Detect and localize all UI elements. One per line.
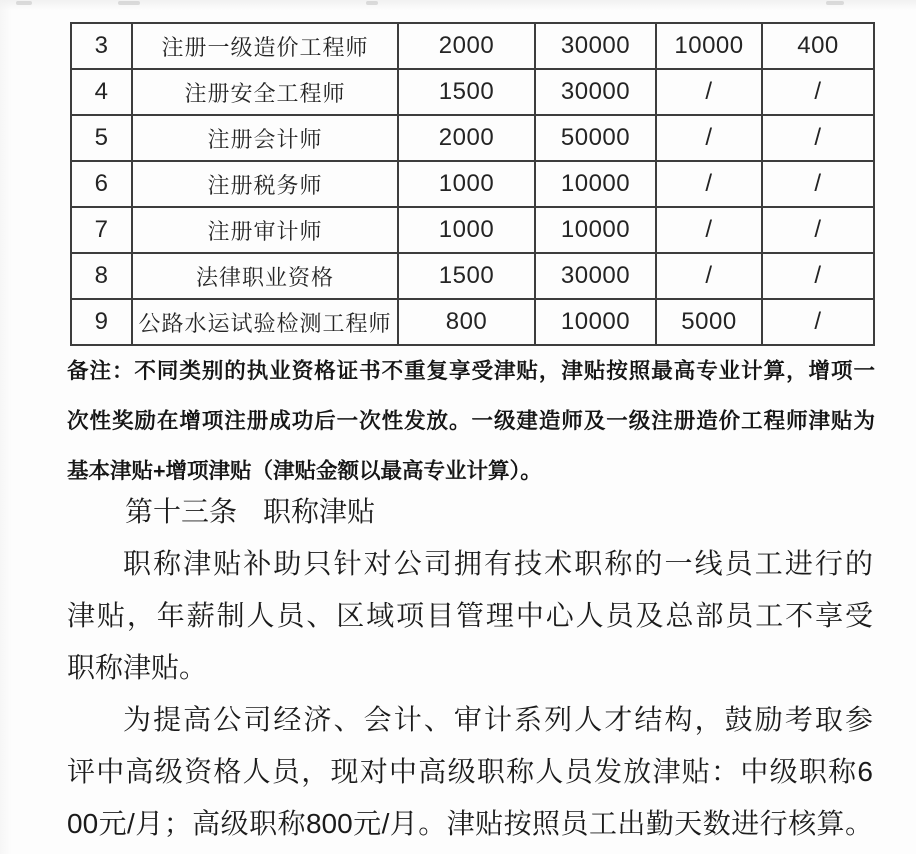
row-number-cell: 3	[71, 23, 132, 69]
value-cell: 50000	[535, 115, 656, 161]
cert-name-cell: 公路水运试验检测工程师	[132, 299, 398, 345]
value-cell: /	[656, 207, 762, 253]
value-cell: 800	[398, 299, 535, 345]
value-cell: /	[762, 253, 874, 299]
remark-paragraph	[67, 346, 875, 496]
paragraph-line: 津贴，年薪制人员、区域项目管理中心人员及总部员工不享受	[67, 600, 873, 631]
remark-line: 次性奖励在增项注册成功后一次性发放。一级建造师及一级注册造价工程师津贴为	[67, 409, 875, 433]
value-cell: /	[762, 207, 874, 253]
value-cell: /	[656, 161, 762, 207]
value-cell: /	[762, 299, 874, 345]
value-cell: 1000	[398, 161, 535, 207]
table-row	[71, 69, 874, 115]
paragraph-line: 职称津贴补助只针对公司拥有技术职称的一线员工进行的	[123, 548, 873, 579]
row-number-cell: 5	[71, 115, 132, 161]
table-row	[71, 115, 874, 161]
cert-name-cell: 注册税务师	[132, 161, 398, 207]
article-number: 第十三条	[125, 496, 238, 527]
value-cell: /	[762, 69, 874, 115]
scan-artifact	[366, 1, 378, 5]
cert-name-cell: 注册安全工程师	[132, 69, 398, 115]
paragraph-line: 评中高级资格人员，现对中高级职称人员发放津贴：中级职称6	[67, 756, 873, 787]
certification-subsidy-table	[70, 22, 875, 346]
row-number-cell: 8	[71, 253, 132, 299]
article-title: 职称津贴	[263, 496, 376, 527]
table-row	[71, 161, 874, 207]
value-cell: /	[656, 253, 762, 299]
value-cell: 1000	[398, 207, 535, 253]
value-cell: 10000	[535, 299, 656, 345]
value-cell: 10000	[656, 23, 762, 69]
table-row	[71, 23, 874, 69]
value-cell: 10000	[535, 207, 656, 253]
value-cell: /	[762, 161, 874, 207]
cert-name-cell: 注册审计师	[132, 207, 398, 253]
cert-name-cell: 注册一级造价工程师	[132, 23, 398, 69]
value-cell: 10000	[535, 161, 656, 207]
remark-line: 基本津贴+增项津贴（津贴金额以最高专业计算）。	[67, 459, 542, 483]
scan-artifact	[118, 1, 140, 5]
table-row	[71, 207, 874, 253]
paragraph-line: 00元/月；高级职称800元/月。津贴按照员工出勤天数进行核算。	[67, 808, 873, 839]
value-cell: 30000	[535, 253, 656, 299]
table-row	[71, 253, 874, 299]
value-cell: 400	[762, 23, 874, 69]
row-number-cell: 7	[71, 207, 132, 253]
scan-artifact	[16, 1, 32, 5]
row-number-cell: 6	[71, 161, 132, 207]
value-cell: /	[762, 115, 874, 161]
paragraph-line: 为提高公司经济、会计、审计系列人才结构，鼓励考取参	[123, 704, 873, 735]
cert-name-cell: 法律职业资格	[132, 253, 398, 299]
value-cell: 5000	[656, 299, 762, 345]
article-body	[67, 486, 873, 850]
value-cell: 2000	[398, 23, 535, 69]
article-heading	[67, 486, 873, 538]
value-cell: /	[656, 115, 762, 161]
scan-artifact	[826, 1, 844, 5]
value-cell: 1500	[398, 253, 535, 299]
paragraph-line: 职称津贴。	[67, 652, 208, 683]
value-cell: 30000	[535, 23, 656, 69]
remark-line: 备注：不同类别的执业资格证书不重复享受津贴，津贴按照最高专业计算，增项一	[67, 359, 875, 383]
value-cell: 2000	[398, 115, 535, 161]
value-cell: 30000	[535, 69, 656, 115]
cert-name-cell: 注册会计师	[132, 115, 398, 161]
row-number-cell: 4	[71, 69, 132, 115]
table-row	[71, 299, 874, 345]
value-cell: /	[656, 69, 762, 115]
value-cell: 1500	[398, 69, 535, 115]
row-number-cell: 9	[71, 299, 132, 345]
